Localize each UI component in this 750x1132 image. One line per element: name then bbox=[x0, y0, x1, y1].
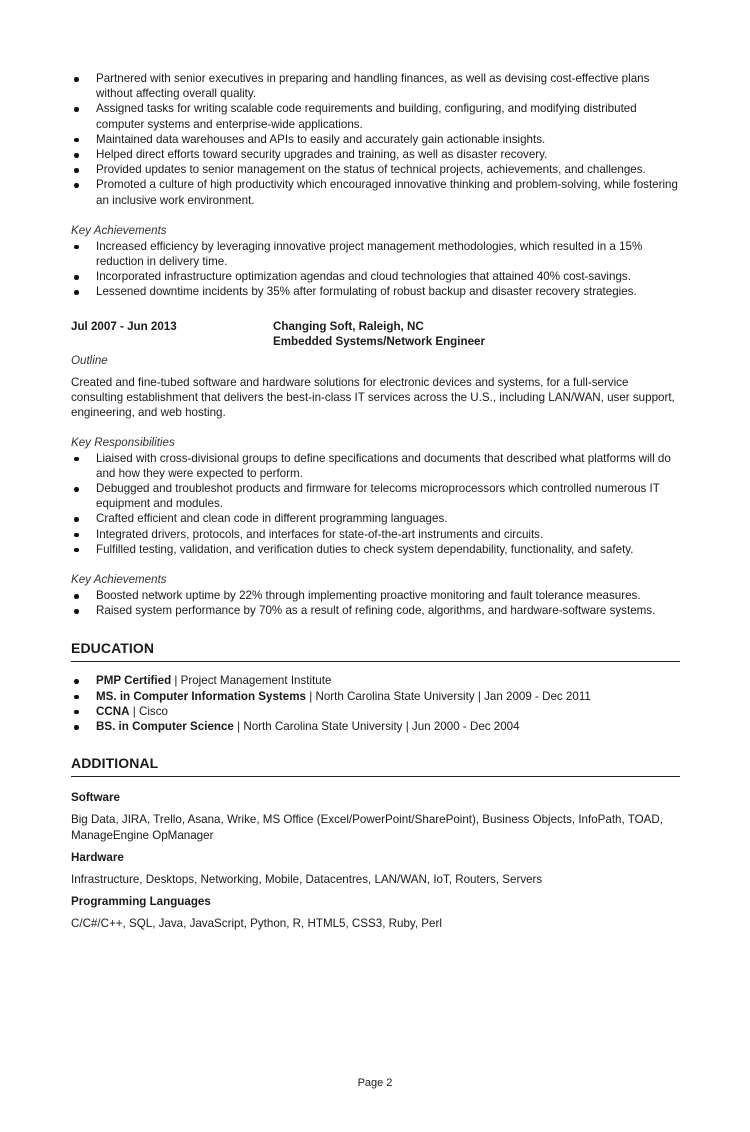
resume-page-2 bbox=[0, 71, 750, 1132]
outline-label: Outline bbox=[71, 354, 108, 368]
education-detail: | North Carolina State University | Jan 2009 - Dec 2011 bbox=[306, 689, 591, 703]
job-outline: Created and fine-tubed software and hardware solutions for electronic devices and systems, for a full-service consulting establishment that delivers the best-in-class IT services across the U.S., including LAN/WAN, user support, engineering, and web hosting. bbox=[71, 376, 675, 420]
education-item bbox=[71, 673, 680, 688]
languages-list: C/C#/C++, SQL, Java, JavaScript, Python, R, HTML5, CSS3, Ruby, Perl bbox=[71, 916, 442, 930]
job-company-block bbox=[273, 319, 485, 349]
list-item: Liaised with cross-divisional groups to define specifications and documents that described what platforms will do and how they were expected to perform. bbox=[71, 451, 680, 481]
prev-achievements-label: Key Achievements bbox=[71, 223, 167, 237]
list-item: Boosted network uptime by 22% through implementing proactive monitoring and fault tolerance measures. bbox=[71, 588, 680, 603]
list-item: Integrated drivers, protocols, and interfaces for state-of-the-art instruments and circuits. bbox=[71, 527, 680, 542]
job-title: Embedded Systems/Network Engineer bbox=[273, 334, 485, 348]
hardware-label: Hardware bbox=[71, 850, 124, 864]
hardware-list: Infrastructure, Desktops, Networking, Mobile, Datacentres, LAN/WAN, IoT, Routers, Servers bbox=[71, 872, 543, 886]
list-item: Incorporated infrastructure optimization agendas and cloud technologies that attained 40% cost-savings. bbox=[71, 269, 680, 284]
education-name: CCNA bbox=[96, 704, 130, 718]
education-item bbox=[71, 719, 680, 734]
education-name: MS. in Computer Information Systems bbox=[96, 689, 307, 703]
list-item: Provided updates to senior management on the status of technical projects, achievements, and challenges. bbox=[71, 162, 680, 177]
prev-job-responsibilities bbox=[71, 71, 680, 208]
education-item bbox=[71, 704, 680, 719]
list-item: Partnered with senior executives in preparing and handling finances, as well as devising cost-effective plans without affecting overall quality. bbox=[71, 71, 680, 101]
job-header bbox=[71, 319, 680, 349]
education-detail: | Project Management Institute bbox=[171, 674, 332, 688]
list-item: Maintained data warehouses and APIs to easily and accurately gain actionable insights. bbox=[71, 132, 680, 147]
job-achievements bbox=[71, 588, 680, 618]
education-list bbox=[71, 673, 680, 734]
list-item: Raised system performance by 70% as a result of refining code, algorithms, and hardware-software systems. bbox=[71, 603, 680, 618]
education-heading: EDUCATION bbox=[71, 639, 680, 662]
job-dates: Jul 2007 - Jun 2013 bbox=[71, 319, 177, 333]
list-item: Debugged and troubleshot products and firmware for telecoms microprocessors which controlled numerous IT equipment and modules. bbox=[71, 481, 680, 511]
job-company: Changing Soft, Raleigh, NC bbox=[273, 319, 424, 333]
list-item: Lessened downtime incidents by 35% after formulating of robust backup and disaster recovery strategies. bbox=[71, 284, 680, 299]
software-label: Software bbox=[71, 791, 120, 805]
list-item: Fulfilled testing, validation, and verification duties to check system dependability, functionality, and safety. bbox=[71, 542, 680, 557]
education-detail: | Cisco bbox=[129, 704, 168, 718]
list-item: Helped direct efforts toward security upgrades and training, as well as disaster recovery. bbox=[71, 147, 680, 162]
job-entry bbox=[71, 319, 680, 619]
list-item: Crafted efficient and clean code in different programming languages. bbox=[71, 511, 680, 526]
languages-label: Programming Languages bbox=[71, 894, 211, 908]
list-item: Promoted a culture of high productivity which encouraged innovative thinking and problem-solving, while fostering an inclusive work environment. bbox=[71, 177, 680, 207]
education-detail: | North Carolina State University | Jun 2000 - Dec 2004 bbox=[233, 720, 520, 734]
list-item: Assigned tasks for writing scalable code requirements and building, configuring, and modifying distributed computer systems and enterprise-wide applications. bbox=[71, 101, 680, 131]
education-item bbox=[71, 689, 680, 704]
education-name: PMP Certified bbox=[96, 674, 172, 688]
responsibilities-label: Key Responsibilities bbox=[71, 435, 175, 449]
page-number: Page 2 bbox=[357, 1077, 393, 1089]
list-item: Increased efficiency by leveraging innovative project management methodologies, which resulted in a 15% reduction in delivery time. bbox=[71, 239, 680, 269]
additional-heading: ADDITIONAL bbox=[71, 754, 680, 777]
job-responsibilities bbox=[71, 451, 680, 557]
prev-job-achievements bbox=[71, 239, 680, 300]
achievements-label: Key Achievements bbox=[71, 573, 167, 587]
software-list: Big Data, JIRA, Trello, Asana, Wrike, MS Office (Excel/PowerPoint/SharePoint), Business Objects, InfoPath, TOAD, ManageEngine OpManager bbox=[71, 813, 663, 842]
education-name: BS. in Computer Science bbox=[96, 720, 234, 734]
